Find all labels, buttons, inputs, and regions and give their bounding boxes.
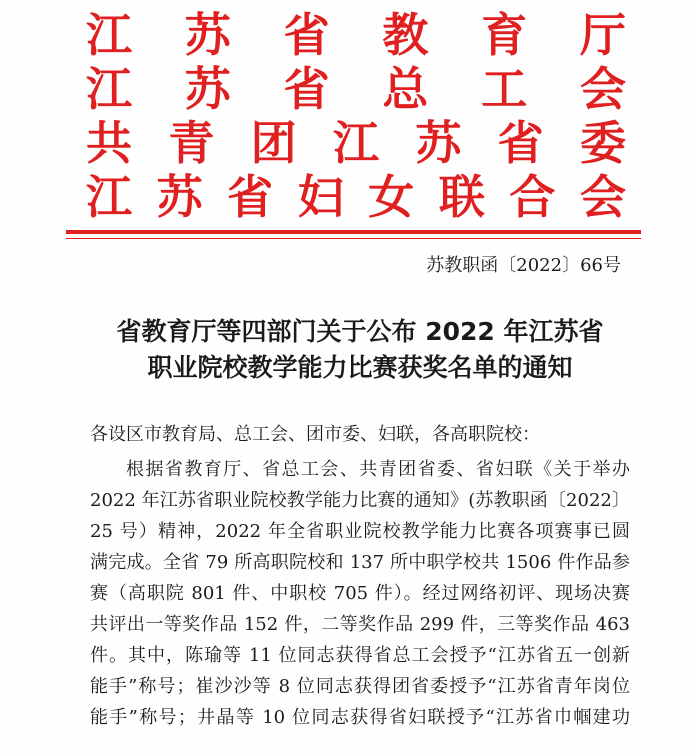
- org-char: 省: [283, 8, 330, 62]
- org-char: 苏: [184, 62, 231, 116]
- org-char: 省: [497, 116, 544, 170]
- org-char: 厅: [579, 8, 626, 62]
- document-title-line-1: 省教育厅等四部门关于公布 2022 年江苏省: [116, 317, 604, 346]
- document-number: 苏教职函〔2022〕66号: [426, 255, 621, 276]
- salutation: 各设区市教育局、总工会、团市委、妇联，各高职院校：: [90, 424, 540, 445]
- org-char: 江: [86, 170, 132, 224]
- body-line: 满完成。全省 79 所高职院校和 137 所中职学校共 1506 件作品参: [90, 552, 630, 573]
- document-title-line-2: 职业院校教学能力比赛获奖名单的通知: [147, 353, 573, 382]
- org-char: 妇: [297, 170, 344, 224]
- org-char: 江: [86, 62, 132, 116]
- red-divider-thin: [66, 238, 641, 239]
- org-line-trade-union: [86, 62, 626, 116]
- body-line: 件。其中，陈瑜等 11 位同志获得省总工会授予“江苏省五一创新: [90, 645, 630, 666]
- org-char: 团: [250, 116, 297, 170]
- org-char: 会: [579, 62, 626, 116]
- org-char: 育: [481, 8, 528, 62]
- body-line: 能手”称号；崔沙沙等 8 位同志获得团省委授予“江苏省青年岗位: [90, 676, 630, 697]
- org-char: 教: [382, 8, 429, 62]
- body-line: 赛（高职院 801 件、中职校 705 件）。经过网络初评、现场决赛: [90, 583, 630, 604]
- org-char: 江: [86, 8, 132, 62]
- org-char: 省: [227, 170, 274, 224]
- body-line: 根据省教育厅、省总工会、共青团省委、省妇联《关于举办: [126, 459, 630, 480]
- org-char: 委: [579, 116, 626, 170]
- org-line-youth-league: [86, 116, 626, 170]
- org-char: 合: [509, 170, 556, 224]
- org-char: 会: [579, 170, 626, 224]
- body-line: 能手”称号；井晶等 10 位同志获得省妇联授予“江苏省巾帼建功: [90, 707, 630, 728]
- org-char: 联: [438, 170, 485, 224]
- org-line-women-federation: [86, 170, 626, 224]
- letterhead: [86, 8, 626, 224]
- org-char: 江: [332, 116, 379, 170]
- org-char: 苏: [415, 116, 462, 170]
- org-char: 省: [283, 62, 330, 116]
- org-char: 苏: [184, 8, 231, 62]
- org-char: 苏: [156, 170, 203, 224]
- org-line-education: [86, 8, 626, 62]
- org-char: 共: [86, 116, 132, 170]
- body-line: 2022 年江苏省职业院校教学能力比赛的通知》(苏教职函〔2022〕: [90, 490, 630, 511]
- org-char: 女: [368, 170, 415, 224]
- red-divider-thick: [66, 230, 641, 234]
- body-line: 共评出一等奖作品 152 件，二等奖作品 299 件，三等奖作品 463: [90, 614, 630, 635]
- org-char: 青: [168, 116, 215, 170]
- org-char: 总: [382, 62, 429, 116]
- org-char: 工: [481, 62, 528, 116]
- body-line: 25 号）精神，2022 年全省职业院校教学能力比赛各项赛事已圆: [90, 521, 630, 542]
